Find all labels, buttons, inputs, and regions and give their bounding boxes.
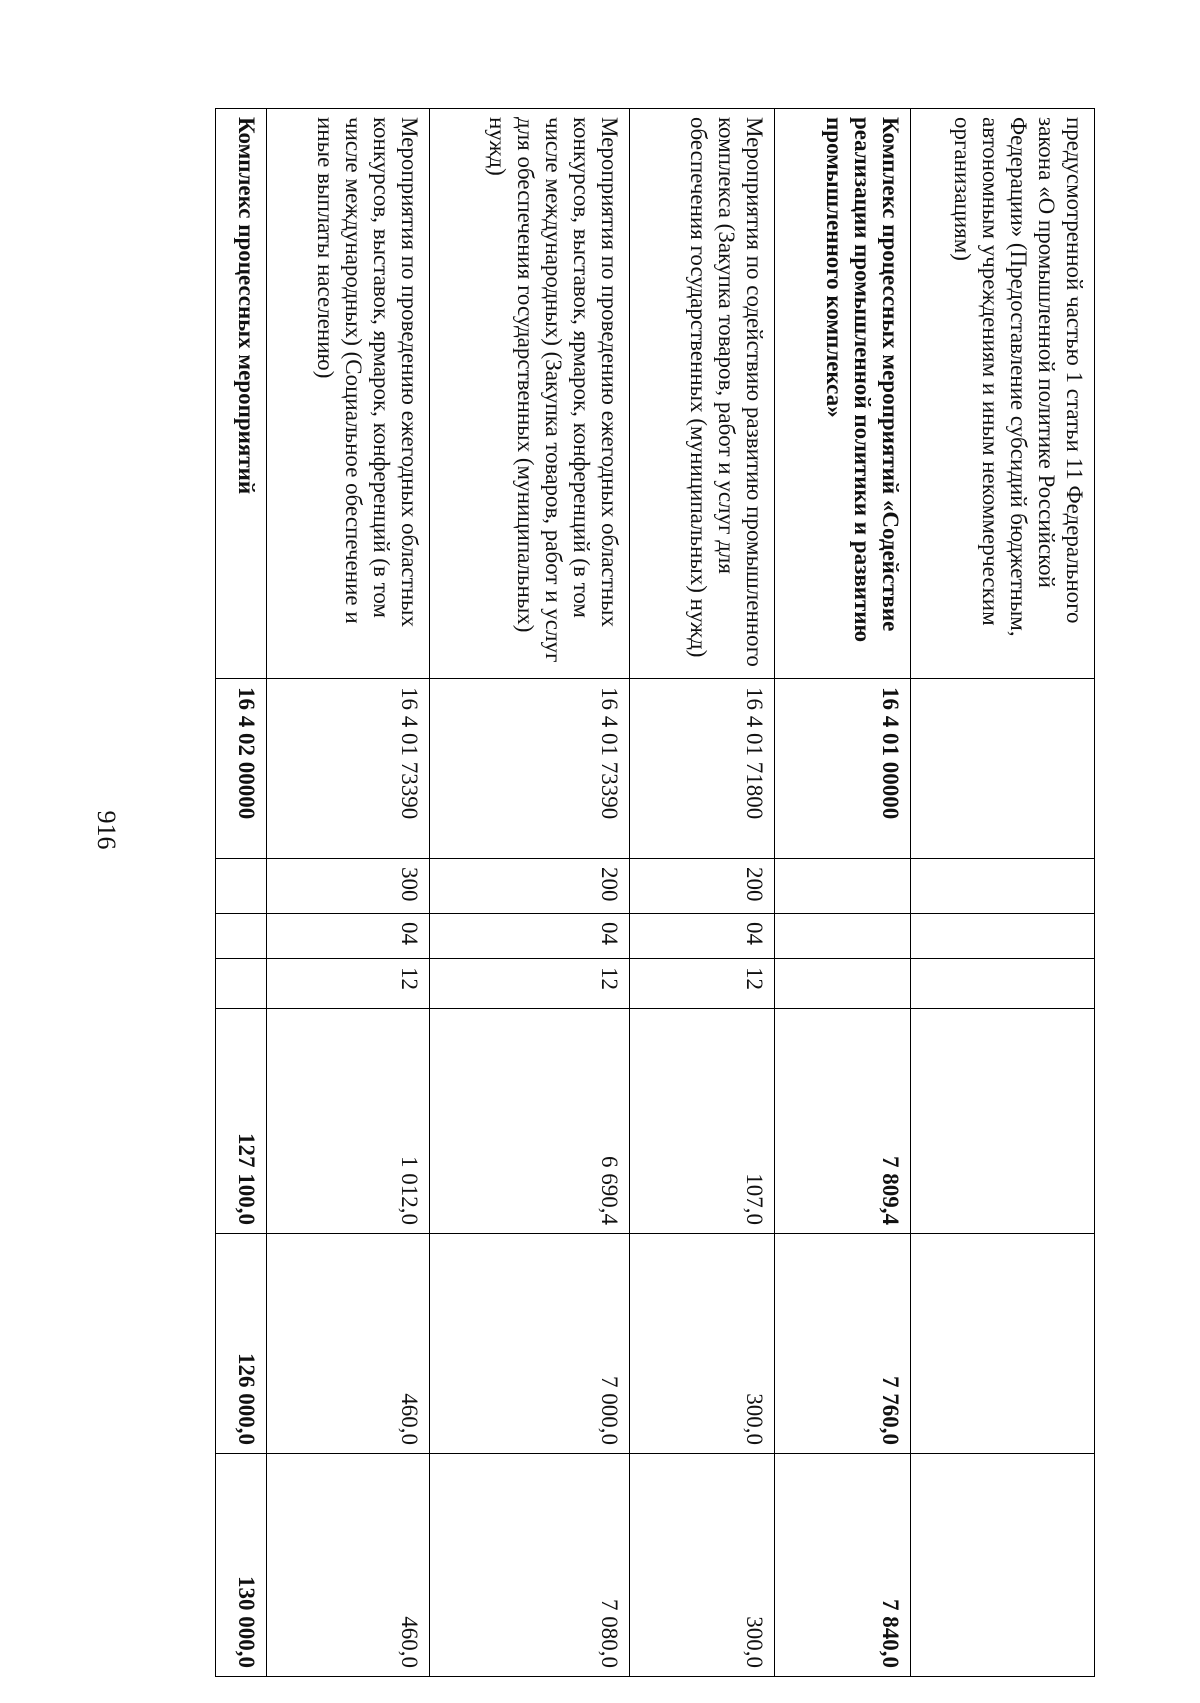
expense-type-cell: 300 bbox=[267, 859, 429, 914]
amount-year-1-cell: 7 809,4 bbox=[774, 1009, 911, 1234]
name-cell: Мероприятия по содействию развитию промышленного комплекса (Закупка товаров, работ и услуг для обеспечения государственных (муниципальных) нужд) bbox=[630, 109, 774, 679]
subsection-cell: 12 bbox=[429, 959, 630, 1009]
target-article-cell: 16 4 02 00000 bbox=[216, 679, 267, 859]
expense-type-cell: 200 bbox=[429, 859, 630, 914]
table-row bbox=[429, 109, 630, 1677]
expense-type-cell bbox=[774, 859, 911, 914]
budget-table bbox=[215, 108, 1095, 1676]
target-article-cell: 16 4 01 73390 bbox=[267, 679, 429, 859]
amount-year-2-cell bbox=[911, 1234, 1095, 1454]
table-body bbox=[216, 109, 1095, 1677]
target-article-cell: 16 4 01 73390 bbox=[429, 679, 630, 859]
target-article-cell bbox=[911, 679, 1095, 859]
expense-type-cell bbox=[216, 859, 267, 914]
target-article-cell: 16 4 01 00000 bbox=[774, 679, 911, 859]
amount-year-2-cell: 300,0 bbox=[630, 1234, 774, 1454]
section-cell: 04 bbox=[429, 914, 630, 959]
section-cell bbox=[911, 914, 1095, 959]
subsection-cell: 12 bbox=[267, 959, 429, 1009]
target-article-cell: 16 4 01 71800 bbox=[630, 679, 774, 859]
subsection-cell: 12 bbox=[630, 959, 774, 1009]
amount-year-1-cell: 6 690,4 bbox=[429, 1009, 630, 1234]
amount-year-2-cell: 126 000,0 bbox=[216, 1234, 267, 1454]
expense-type-cell: 200 bbox=[630, 859, 774, 914]
amount-year-3-cell bbox=[911, 1454, 1095, 1677]
amount-year-3-cell: 7 840,0 bbox=[774, 1454, 911, 1677]
name-cell: Комплекс процессных мероприятий bbox=[216, 109, 267, 679]
amount-year-3-cell: 460,0 bbox=[267, 1454, 429, 1677]
name-cell: Комплекс процессных мероприятий «Содействие реализации промышленной политики и развитию промышленного комплекса» bbox=[774, 109, 911, 679]
section-cell: 04 bbox=[267, 914, 429, 959]
expense-type-cell bbox=[911, 859, 1095, 914]
subsection-cell bbox=[911, 959, 1095, 1009]
section-cell: 04 bbox=[630, 914, 774, 959]
amount-year-3-cell: 300,0 bbox=[630, 1454, 774, 1677]
table-row bbox=[216, 109, 267, 1677]
amount-year-1-cell: 127 100,0 bbox=[216, 1009, 267, 1234]
amount-year-1-cell: 1 012,0 bbox=[267, 1009, 429, 1234]
table-row bbox=[630, 109, 774, 1677]
amount-year-2-cell: 7 000,0 bbox=[429, 1234, 630, 1454]
table-row bbox=[774, 109, 911, 1677]
amount-year-2-cell: 460,0 bbox=[267, 1234, 429, 1454]
name-cell: Мероприятия по проведению ежегодных областных конкурсов, выставок, ярмарок, конференций (в том числе международных) (Закупка товаров, работ и услуг для обеспечения государственных (муниципальных) нужд) bbox=[429, 109, 630, 679]
amount-year-2-cell: 7 760,0 bbox=[774, 1234, 911, 1454]
name-cell: Мероприятия по проведению ежегодных областных конкурсов, выставок, ярмарок, конференций (в том числе международных) (Социальное обеспечение и иные выплаты населению) bbox=[267, 109, 429, 679]
amount-year-3-cell: 130 000,0 bbox=[216, 1454, 267, 1677]
name-cell: предусмотренной частью 1 статьи 11 Федерального закона «О промышленной политике Российской Федерации» (Предоставление субсидий бюджетным, автономным учреждениям и иным некоммерческим организациям) bbox=[911, 109, 1095, 679]
amount-year-1-cell: 107,0 bbox=[630, 1009, 774, 1234]
amount-year-3-cell: 7 080,0 bbox=[429, 1454, 630, 1677]
subsection-cell bbox=[216, 959, 267, 1009]
subsection-cell bbox=[774, 959, 911, 1009]
section-cell bbox=[216, 914, 267, 959]
page-number: 916 bbox=[92, 810, 121, 850]
table-row bbox=[267, 109, 429, 1677]
amount-year-1-cell bbox=[911, 1009, 1095, 1234]
section-cell bbox=[774, 914, 911, 959]
table-row bbox=[911, 109, 1095, 1677]
